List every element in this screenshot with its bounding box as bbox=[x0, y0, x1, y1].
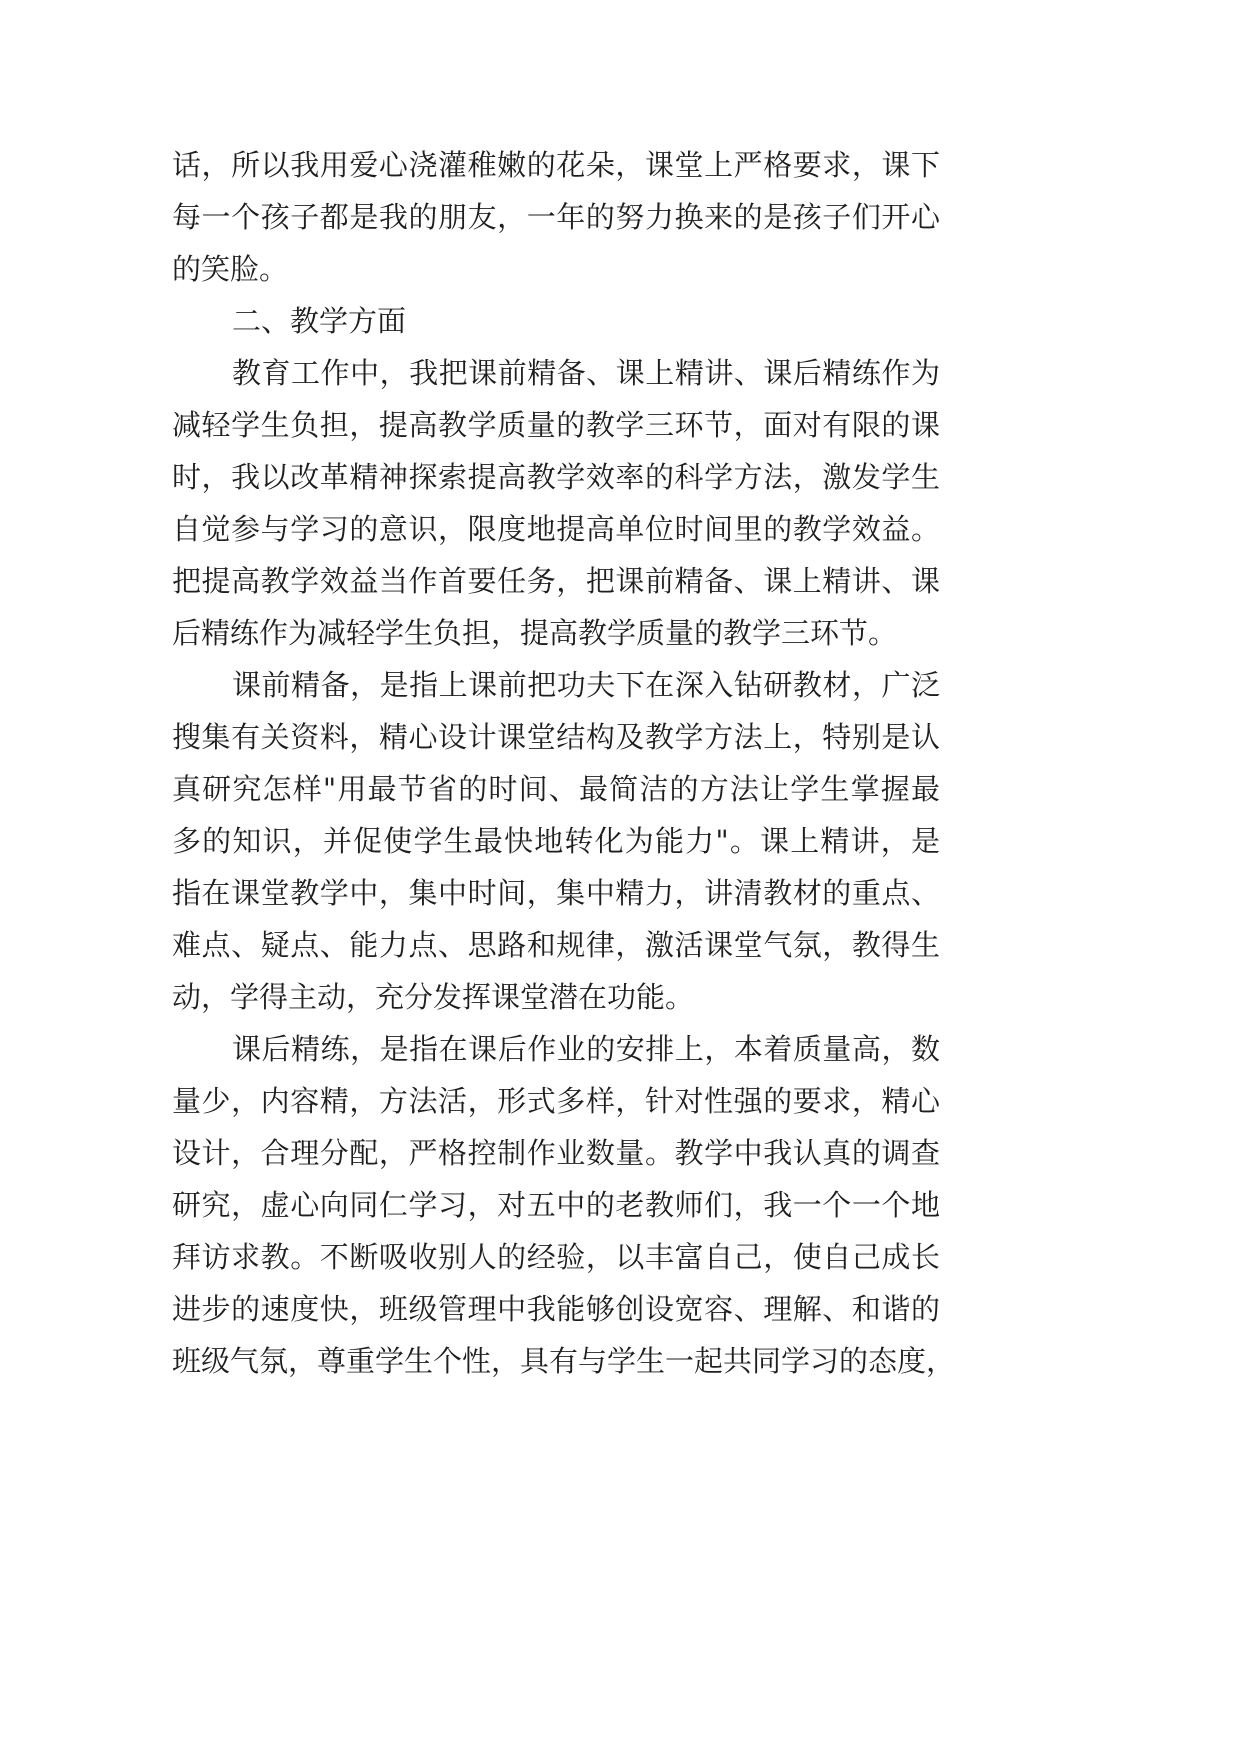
paragraph bbox=[172, 1023, 962, 1387]
text-line: 真研究怎样"用最节省的时间、最简洁的方法让学生掌握最 bbox=[172, 772, 940, 806]
text-line: 后精练作为减轻学生负担，提高教学质量的教学三环节。 bbox=[172, 616, 898, 650]
text-line: 指在课堂教学中，集中时间，集中精力，讲清教材的重点、 bbox=[172, 876, 940, 910]
text-line: 动，学得主动，充分发挥课堂潜在功能。 bbox=[172, 980, 695, 1014]
text-line: 每一个孩子都是我的朋友，一年的努力换来的是孩子们开心 bbox=[172, 200, 940, 234]
text-line: 搜集有关资料，精心设计课堂结构及教学方法上，特别是认 bbox=[172, 720, 940, 754]
section-heading-text: 二、教学方面 bbox=[232, 304, 407, 338]
text-line: 进步的速度快，班级管理中我能够创设宽容、理解、和谐的 bbox=[172, 1292, 940, 1326]
text-line: 难点、疑点、能力点、思路和规律，激活课堂气氛，教得生 bbox=[172, 928, 940, 962]
text-line: 课后精练，是指在课后作业的安排上，本着质量高，数 bbox=[232, 1032, 940, 1066]
text-line: 的笑脸。 bbox=[172, 252, 289, 286]
text-line: 课前精备，是指上课前把功夫下在深入钻研教材，广泛 bbox=[232, 668, 940, 702]
text-line: 时，我以改革精神探索提高教学效率的科学方法，激发学生 bbox=[172, 460, 940, 494]
text-line: 多的知识，并促使学生最快地转化为能力"。课上精讲，是 bbox=[172, 824, 940, 858]
paragraph-continued bbox=[172, 139, 962, 295]
text-line: 把提高教学效益当作首要任务，把课前精备、课上精讲、课 bbox=[172, 564, 940, 598]
document-body bbox=[172, 139, 962, 1387]
text-line: 班级气氛，尊重学生个性，具有与学生一起共同学习的态度， bbox=[172, 1344, 956, 1378]
text-line: 研究，虚心向同仁学习，对五中的老教师们，我一个一个地 bbox=[172, 1188, 940, 1222]
paragraph bbox=[172, 347, 962, 659]
text-line: 量少，内容精，方法活，形式多样，针对性强的要求，精心 bbox=[172, 1084, 940, 1118]
section-heading bbox=[172, 295, 962, 347]
paragraph bbox=[172, 659, 962, 1023]
text-line: 教育工作中，我把课前精备、课上精讲、课后精练作为 bbox=[232, 356, 940, 390]
text-line: 自觉参与学习的意识，限度地提高单位时间里的教学效益。 bbox=[172, 512, 940, 546]
text-line: 减轻学生负担，提高教学质量的教学三环节，面对有限的课 bbox=[172, 408, 940, 442]
text-line: 拜访求教。不断吸收别人的经验，以丰富自己，使自己成长 bbox=[172, 1240, 940, 1274]
text-line: 话，所以我用爱心浇灌稚嫩的花朵，课堂上严格要求，课下 bbox=[172, 148, 940, 182]
text-line: 设计，合理分配，严格控制作业数量。教学中我认真的调查 bbox=[172, 1136, 940, 1170]
